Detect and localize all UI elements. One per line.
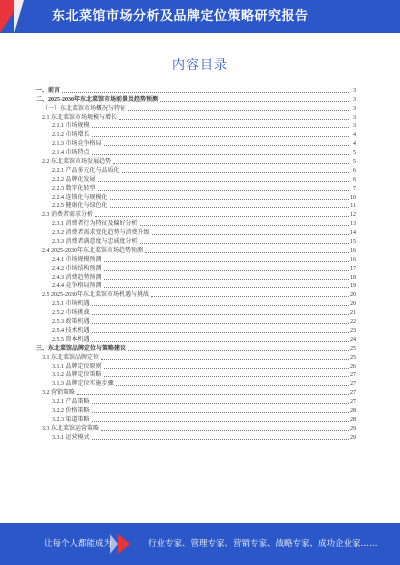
toc-leader-dots [152, 234, 349, 235]
toc-leader-dots [104, 270, 349, 271]
toc-entry-page: 29 [350, 434, 356, 441]
toc-entry-page: 21 [350, 310, 356, 317]
toc-entry-page: 7 [350, 185, 356, 193]
toc-entry-label: 3.2.2 价格策略 [52, 407, 90, 414]
toc-entry[interactable] [36, 228, 356, 237]
toc-entry-label: 2.2.3 数字化转型 [52, 185, 96, 192]
toc-entry[interactable] [36, 388, 356, 397]
toc-entry[interactable] [36, 139, 356, 148]
toc-entry[interactable] [36, 202, 356, 211]
toc-leader-dots [104, 287, 349, 288]
toc-entry-label: 2.2.5 健康化与绿色化 [52, 203, 108, 210]
toc-entry-page: 3 [350, 114, 356, 122]
toc-entry[interactable] [36, 335, 356, 344]
toc-heading: 内容目录 [171, 58, 228, 73]
toc-entry-page: 5 [350, 149, 356, 157]
toc-entry-label: 2.5.4 技术机遇 [52, 327, 90, 334]
toc-entry-label: 2.3 消费者需求分析 [42, 212, 94, 219]
toc-entry-label: 2.1 东北菜馆市场规模与增长 [42, 114, 118, 121]
table-of-contents [36, 86, 356, 442]
toc-entry-page: 6 [350, 167, 356, 175]
toc-entry[interactable] [36, 353, 356, 362]
header-white-accent [14, 0, 24, 33]
toc-leader-dots [101, 430, 349, 431]
toc-entry-label: 2.5.1 市场机遇 [52, 301, 90, 308]
toc-entry[interactable] [36, 166, 356, 175]
toc-entry-label: 2.3.2 消费者需求变化趋势与消费升级 [52, 230, 150, 237]
toc-entry[interactable] [36, 326, 356, 335]
toc-entry[interactable] [36, 406, 356, 415]
toc-leader-dots [92, 403, 349, 404]
toc-leader-dots [95, 216, 349, 217]
toc-leader-dots [98, 181, 349, 182]
toc-entry-page: 28 [350, 416, 356, 423]
toc-entry-page: 26 [350, 363, 356, 370]
toc-entry-page: 24 [350, 336, 356, 343]
toc-entry[interactable] [36, 122, 356, 131]
toc-entry-page: 10 [350, 194, 356, 201]
toc-entry[interactable] [36, 299, 356, 308]
toc-entry-label: 3.2.1 产品策略 [52, 399, 90, 406]
toc-entry-label: 2.4.4 竞争格局预测 [52, 283, 102, 290]
toc-entry-page: 4 [350, 140, 356, 148]
toc-entry-page: 27 [350, 381, 356, 388]
toc-entry-label: 2.2.2 品牌化发展 [52, 176, 96, 183]
toc-entry[interactable] [36, 344, 356, 353]
toc-entry[interactable] [36, 371, 356, 380]
toc-leader-dots [92, 136, 349, 137]
toc-entry-page: 22 [350, 319, 356, 326]
toc-leader-dots [145, 252, 349, 253]
toc-entry[interactable] [36, 104, 356, 113]
toc-entry[interactable] [36, 210, 356, 219]
toc-entry-page: 16 [350, 256, 356, 263]
toc-leader-dots [98, 190, 349, 191]
toc-leader-dots [92, 314, 349, 315]
toc-entry-page: 18 [350, 274, 356, 281]
toc-leader-dots [128, 110, 349, 111]
toc-entry-page: 25 [350, 345, 356, 352]
toc-entry[interactable] [36, 130, 356, 139]
toc-entry[interactable] [36, 113, 356, 122]
toc-leader-dots [116, 385, 349, 386]
toc-leader-dots [110, 207, 349, 208]
toc-entry-page: 27 [350, 372, 356, 379]
toc-entry-page: 13 [350, 221, 356, 228]
toc-entry-page: 17 [350, 265, 356, 272]
toc-entry[interactable] [36, 317, 356, 326]
toc-entry-label: 3.3 东北菜馆运营策略 [42, 425, 100, 432]
toc-entry-page: 29 [350, 425, 356, 432]
toc-entry-label: 2.1.4 市场特点 [52, 150, 90, 157]
toc-leader-dots [92, 421, 349, 422]
toc-entry[interactable] [36, 237, 356, 246]
toc-entry-label: 2.5 2025-2030年东北菜馆市场机遇与挑战 [42, 292, 149, 299]
toc-entry[interactable] [36, 219, 356, 228]
toc-entry-page: 4 [350, 131, 356, 139]
toc-entry-label: 二、2025-2030年东北菜馆市场前景及趋势预测 [36, 96, 158, 103]
toc-leader-dots [140, 243, 349, 244]
toc-entry-label: 2.2 东北菜馆市场发展趋势 [42, 159, 112, 166]
footer-cta-text: 让每个人都能成为 [44, 539, 113, 549]
toc-entry[interactable] [36, 95, 356, 104]
toc-entry-label: 2.4.3 消费趋势预测 [52, 274, 102, 281]
toc-entry[interactable] [36, 379, 356, 388]
toc-entry-label: 2.2.1 产品多元化与品质化 [52, 167, 120, 174]
toc-leader-dots [92, 323, 349, 324]
toc-leader-dots [160, 101, 349, 102]
toc-entry-page: 3 [350, 122, 356, 130]
toc-entry-page: 27 [350, 399, 356, 406]
footer-arrow-shadow-icon [110, 534, 118, 554]
toc-leader-dots [104, 261, 349, 262]
toc-entry-page: 3 [350, 105, 356, 113]
toc-leader-dots [140, 225, 349, 226]
toc-entry-page: 15 [350, 239, 356, 246]
toc-entry[interactable] [36, 273, 356, 282]
toc-entry-label: 2.4 2025-2030年东北菜馆市场趋势预测 [42, 247, 143, 254]
toc-entry-label: 3.1 东北菜馆品牌定位 [42, 354, 100, 361]
toc-leader-dots [119, 119, 349, 120]
toc-leader-dots [92, 439, 349, 440]
toc-leader-dots [104, 376, 349, 377]
toc-entry-page: 20 [350, 301, 356, 308]
toc-leader-dots [104, 145, 349, 146]
toc-leader-dots [92, 127, 349, 128]
toc-leader-dots [101, 359, 349, 360]
toc-leader-dots [128, 350, 349, 351]
toc-entry-label: 3.2.3 渠道策略 [52, 416, 90, 423]
toc-entry[interactable] [36, 308, 356, 317]
toc-entry-label: 3.1.1 品牌定位原则 [52, 363, 102, 370]
toc-entry[interactable] [36, 157, 356, 166]
toc-entry[interactable] [36, 86, 356, 95]
toc-entry-label: 2.4.1 市场规模预测 [52, 256, 102, 263]
toc-entry[interactable] [36, 148, 356, 157]
toc-leader-dots [92, 154, 349, 155]
toc-entry[interactable] [36, 290, 356, 299]
toc-entry-page: 28 [350, 407, 356, 414]
toc-entry[interactable] [36, 433, 356, 442]
toc-entry-label: 3.1.3 品牌定位实施步骤 [52, 381, 114, 388]
toc-entry-label: 2.5.3 政策机遇 [52, 319, 90, 326]
toc-entry-page: 19 [350, 283, 356, 290]
toc-entry[interactable] [36, 264, 356, 273]
toc-leader-dots [77, 394, 349, 395]
toc-entry-label: 2.1.2 市场增长 [52, 132, 90, 139]
toc-leader-dots [92, 305, 349, 306]
toc-entry-page: 6 [350, 176, 356, 184]
toc-entry-label: 2.1.3 市场竞争格局 [52, 141, 102, 148]
toc-entry[interactable] [36, 175, 356, 184]
toc-entry-label: 2.2.4 连锁化与规模化 [52, 194, 108, 201]
toc-entry[interactable] [36, 397, 356, 406]
header-banner [0, 0, 400, 33]
toc-entry[interactable] [36, 424, 356, 433]
toc-leader-dots [110, 199, 349, 200]
toc-entry-label: 2.4.2 市场结构预测 [52, 265, 102, 272]
toc-leader-dots [62, 92, 349, 93]
toc-entry[interactable] [36, 246, 356, 255]
toc-entry[interactable] [36, 255, 356, 264]
document-title: 东北菜馆市场分析及品牌定位策略研究报告 [52, 9, 309, 24]
toc-entry-page: 11 [350, 203, 356, 210]
toc-entry-label: 2.5.2 市场挑战 [52, 310, 90, 317]
toc-leader-dots [122, 172, 349, 173]
toc-leader-dots [92, 341, 349, 342]
toc-entry-page: 5 [350, 158, 356, 166]
toc-entry[interactable] [36, 362, 356, 371]
footer-roles-text: 行业专家、管理专家、营销专家、战略专家、成功企业家…… [148, 539, 378, 549]
toc-entry-label: 3.1.2 品牌定位策略 [52, 372, 102, 379]
toc-entry-label: （一）东北菜馆市场概况与特征 [42, 105, 127, 112]
toc-leader-dots [92, 412, 349, 413]
toc-entry-page: 3 [350, 96, 356, 104]
toc-leader-dots [92, 332, 349, 333]
toc-entry-label: 3.3.1 运营模式 [52, 434, 90, 441]
toc-entry-page: 20 [350, 292, 356, 299]
toc-leader-dots [104, 279, 349, 280]
toc-entry-label: 2.1.1 市场规模 [52, 123, 90, 130]
toc-entry[interactable] [36, 184, 356, 193]
toc-entry[interactable] [36, 282, 356, 291]
toc-entry[interactable] [36, 193, 356, 202]
footer-banner [0, 523, 400, 565]
toc-entry-label: 三、东北菜馆品牌定位与策略建议 [36, 345, 127, 352]
toc-leader-dots [113, 163, 349, 164]
toc-entry-label: 2.3.1 消费者行为特征及偏好分析 [52, 221, 138, 228]
toc-entry[interactable] [36, 415, 356, 424]
toc-entry-page: 25 [350, 354, 356, 361]
toc-entry-page: 27 [350, 390, 356, 397]
toc-entry-page: 3 [350, 87, 356, 95]
toc-entry-label: 3.2 营销策略 [42, 390, 76, 397]
toc-entry-page: 12 [350, 212, 356, 219]
toc-entry-label: 2.5.5 资本机遇 [52, 336, 90, 343]
toc-leader-dots [151, 296, 349, 297]
toc-entry-page: 23 [350, 327, 356, 334]
footer-arrow-icon [118, 534, 130, 554]
toc-entry-label: 2.3.3 消费者满意度与忠诚度分析 [52, 239, 138, 246]
toc-entry-label: 一、前言 [36, 87, 61, 94]
toc-leader-dots [104, 368, 349, 369]
toc-entry-page: 14 [350, 230, 356, 237]
toc-entry-page: 16 [350, 247, 356, 254]
